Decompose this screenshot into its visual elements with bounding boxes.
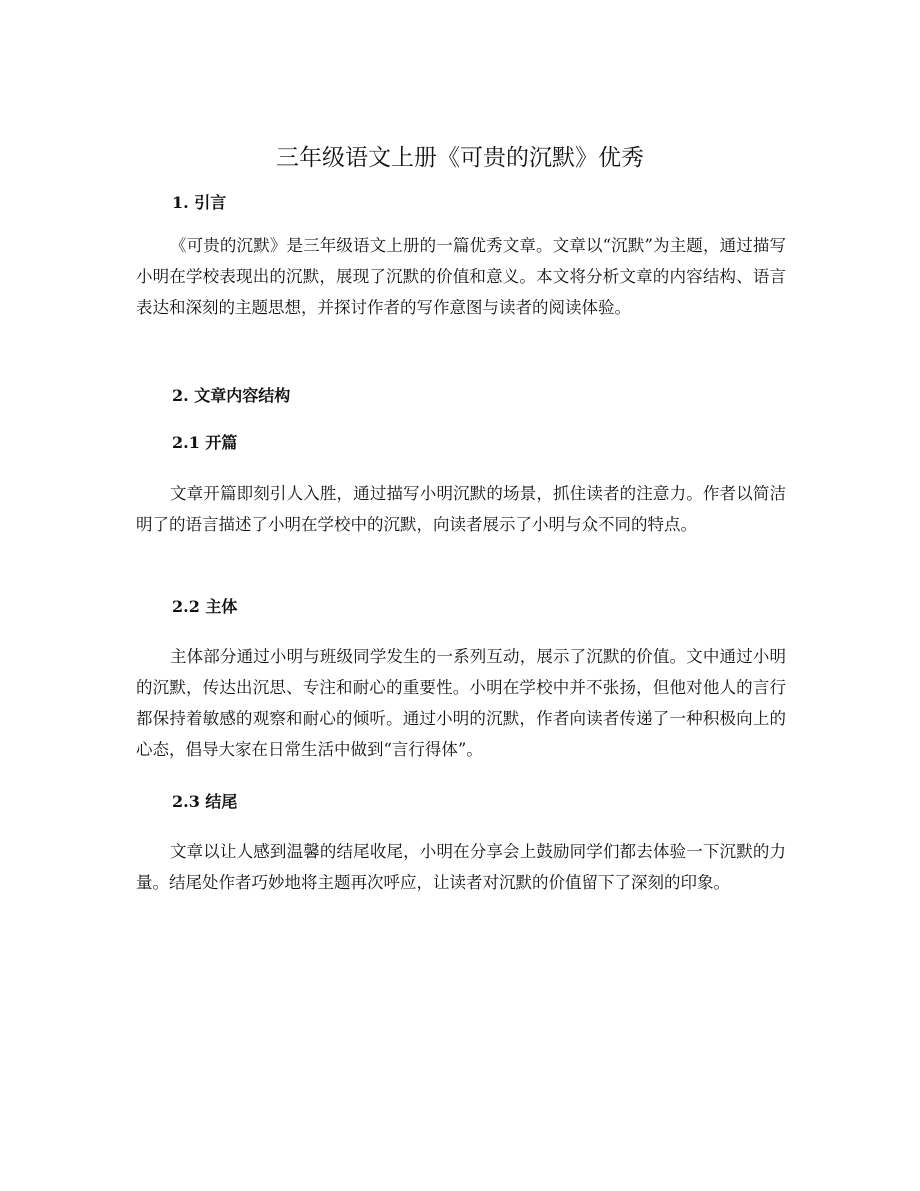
document-title: 三年级语文上册《可贵的沉默》优秀 [276, 145, 644, 171]
section-heading-body: 2.2 主体 [172, 597, 238, 616]
section-paragraph-introduction: 《可贵的沉默》是三年级语文上册的一篇优秀文章。文章以“沉默”为主题，通过描写小明在学校表现出的沉默，展现了沉默的价值和意义。本文将分析文章的内容结构、语言表达和深刻的主题思想，并探讨作者的写作意图与读者的阅读体验。 [136, 236, 786, 317]
section-heading-opening: 2.1 开篇 [172, 433, 238, 452]
section-paragraph-opening: 文章开篇即刻引人入胜，通过描写小明沉默的场景，抓住读者的注意力。作者以简洁明了的语言描述了小明在学校中的沉默，向读者展示了小明与众不同的特点。 [136, 484, 786, 534]
section-paragraph-body: 主体部分通过小明与班级同学发生的一系列互动，展示了沉默的价值。文中通过小明的沉默，传达出沉思、专注和耐心的重要性。小明在学校中并不张扬，但他对他人的言行都保持着敏感的观察和耐心的倾听。通过小明的沉默，作者向读者传递了一种积极向上的心态，倡导大家在日常生活中做到“言行得体”。 [136, 647, 786, 759]
section-heading-ending: 2.3 结尾 [172, 792, 238, 811]
section-paragraph-ending: 文章以让人感到温馨的结尾收尾，小明在分享会上鼓励同学们都去体验一下沉默的力量。结尾处作者巧妙地将主题再次呼应，让读者对沉默的价值留下了深刻的印象。 [136, 842, 786, 892]
section-heading-content-structure: 2. 文章内容结构 [172, 386, 291, 405]
section-heading-introduction: 1. 引言 [172, 193, 227, 212]
